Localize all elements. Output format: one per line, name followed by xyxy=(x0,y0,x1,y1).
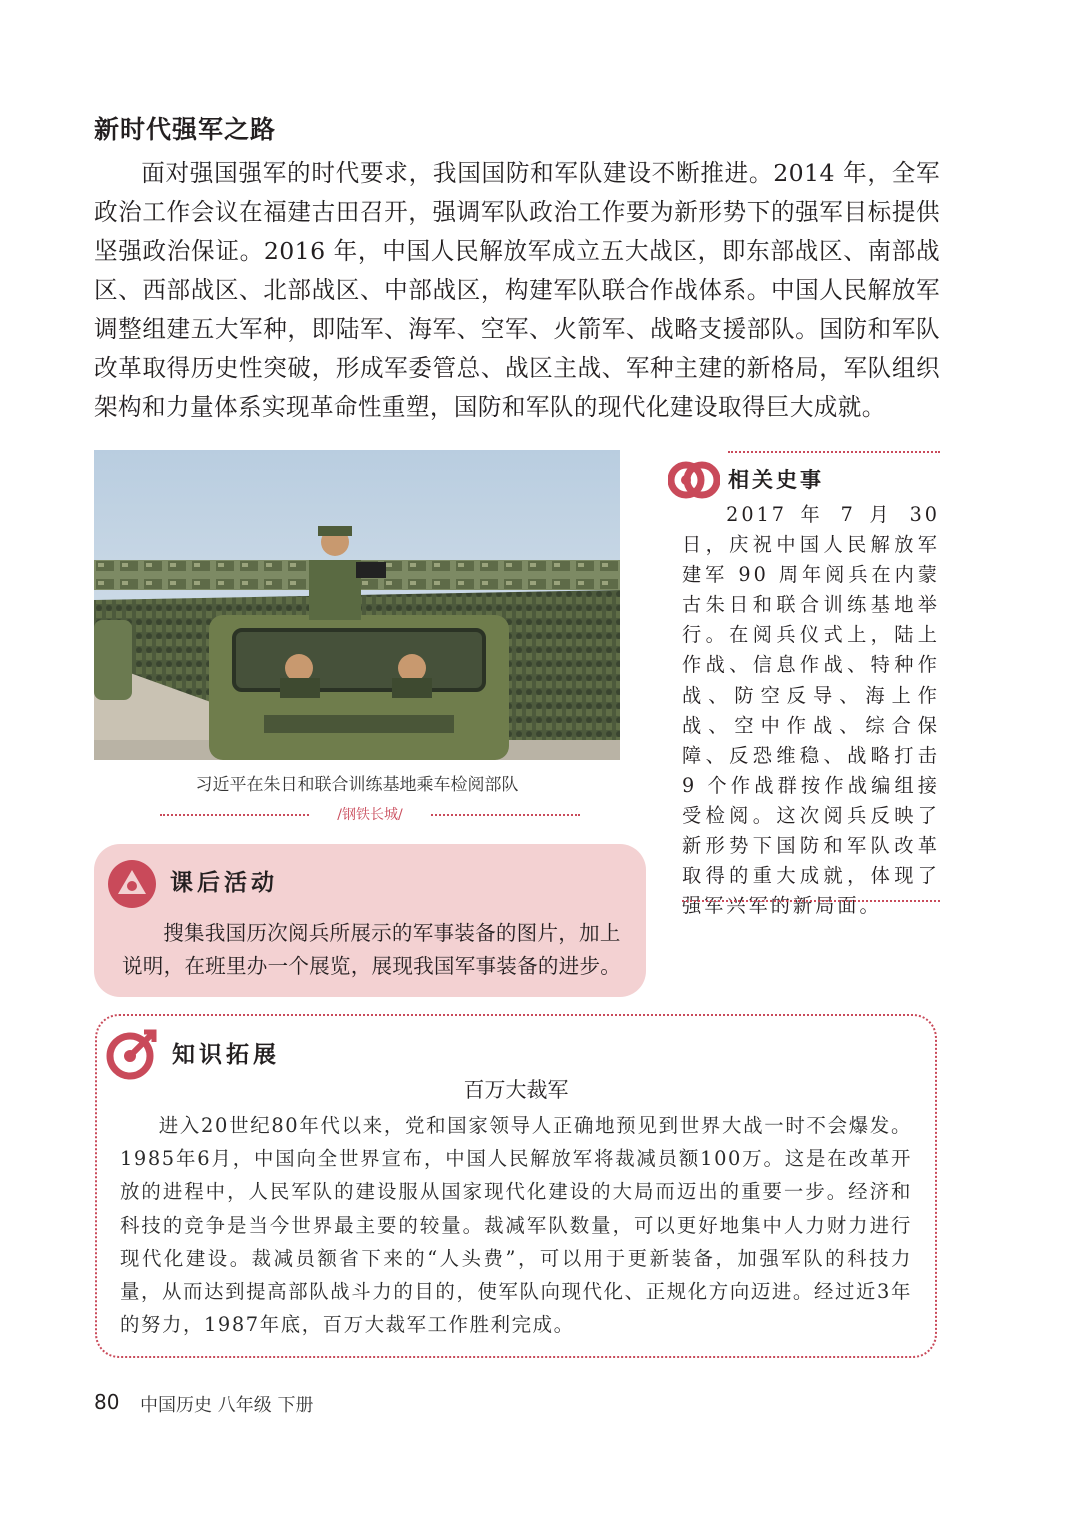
parade-photo xyxy=(94,450,620,760)
activity-title: 课后活动 xyxy=(170,870,278,896)
sidebar-bottom-divider xyxy=(682,900,940,902)
sidebar-title: 相关史事 xyxy=(728,468,824,492)
sidebar-body: 2017 年 7 月 30 日，庆祝中国人民解放军建军 90 周年阅兵在内蒙古朱日和联合训练基地举行。在阅兵仪式上，陆上作战、信息作战、特种作战、防空反导、海上作战、空中作战、综合保障、反恐维稳、战略打击 9 个作战群按作战编组接受检阅。这次阅兵反映了新形势下国防和军队改革取得的重大成就，体现了强军兴军的新局面。 xyxy=(682,503,940,918)
photo-caption: 习近平在朱日和联合训练基地乘车检阅部队 xyxy=(195,775,519,795)
related-history-icon xyxy=(668,454,720,506)
page-number: 80 xyxy=(94,1390,120,1414)
activity-icon xyxy=(104,856,160,912)
main-paragraph: 面对强国强军的时代要求，我国国防和军队建设不断推进。2014 年，全军政治工作会议在福建古田召开，强调军队政治工作要为新形势下的强军目标提供坚强政治保证。2016 年，中国人民解放军成立五大战区，即东部战区、南部战区、西部战区、北部战区、中部战区，构建军队联合作战体系。中国人民解放军调整组建五大军种，即陆军、海军、空军、火箭军、战略支援部队。国防和军队改革取得历史性突破，形成军委管总、战区主战、军种主建的新格局，军队组织架构和力量体系实现革命性重塑，国防和军队的现代化建设取得巨大成就。 xyxy=(94,159,940,421)
divider-tag: /钢铁长城/ xyxy=(310,804,430,824)
knowledge-subtitle: 百万大裁军 xyxy=(463,1078,569,1102)
activity-body: 搜集我国历次阅兵所展示的军事装备的图片，加上说明，在班里办一个展览，展现我国军事装备的进步。 xyxy=(122,921,622,978)
sidebar-top-divider xyxy=(728,451,940,453)
knowledge-body: 进入20世纪80年代以来，党和国家领导人正确地预见到世界大战一时不会爆发。1985年6月，中国向全世界宣布，中国人民解放军将裁减员额100万。这是在改革开放的进程中，人民军队的建设服从国家现代化建设的大局而迈出的重要一步。经济和科技的竞争是当今世界最主要的较量。裁减军队数量，可以更好地集中人力财力进行现代化建设。裁减员额省下来的“人头费”，可以用于更新装备，加强军队的科技力量，从而达到提高部队战斗力的目的，使军队向现代化、正规化方向迈进。经过近3年的努力，1987年底，百万大裁军工作胜利完成。 xyxy=(120,1114,912,1337)
knowledge-title: 知识拓展 xyxy=(172,1042,280,1068)
section-title: 新时代强军之路 xyxy=(94,115,277,144)
book-title: 中国历史 八年级 下册 xyxy=(140,1395,314,1416)
